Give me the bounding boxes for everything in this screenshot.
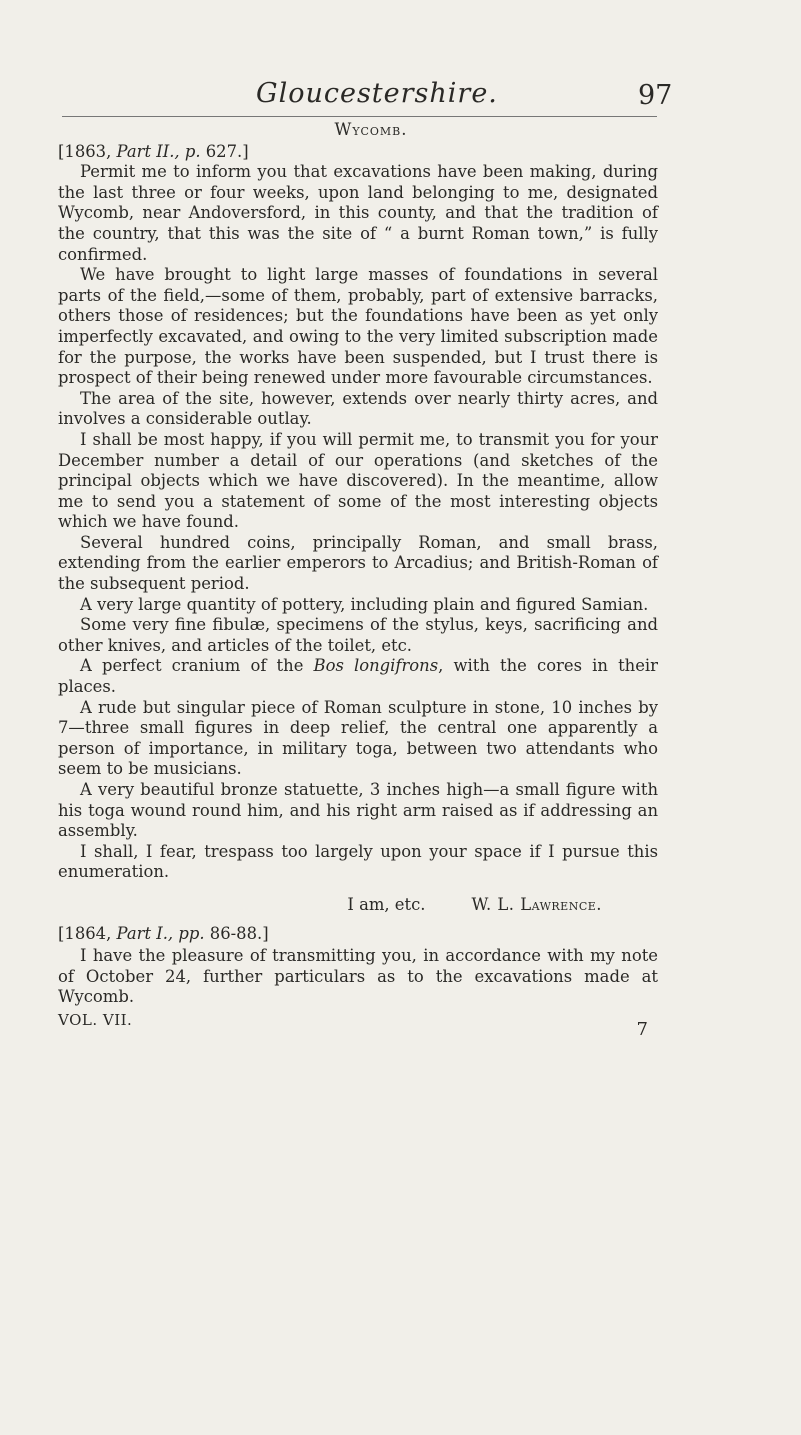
paragraph-6: A very large quantity of pottery, including plain and figured Samian. <box>80 594 649 614</box>
ref2-part: Part I., pp. <box>116 923 205 943</box>
author-name: W. L. Lawrence. <box>471 894 602 914</box>
ref2-year: [1864, <box>58 923 112 943</box>
source-reference <box>58 142 658 163</box>
paragraph-1: Permit me to inform you that excavations have been making, during the last three or four weeks, upon land belonging to me, designated Wycomb, near Andoversford, in this county, and that the tradition of the country, that this was the site of “ a burnt Roman town,” is fully confirmed. <box>58 162 658 264</box>
header-rule <box>62 116 657 117</box>
paragraph-10: A very beautiful bronze statuette, 3 inches high—a small figure with his toga wound round him, and his right arm raised as if addressing an assembly. <box>58 780 658 841</box>
section-heading: Wycomb. <box>334 120 408 139</box>
source-reference-2 <box>58 924 658 945</box>
cranium-after: , with the cores in their places. <box>58 656 658 697</box>
ref-year: [1863, <box>58 141 112 161</box>
running-title: Gloucestershire. <box>256 78 498 109</box>
page-body <box>58 120 658 1041</box>
cranium-before: A perfect cranium of the <box>80 656 314 676</box>
signature-mark: 7 <box>636 1018 648 1040</box>
paragraph-7: Some very fine fibulæ, specimens of the stylus, keys, sacrificing and other knives, and articles of the toilet, etc. <box>58 615 658 655</box>
ref-page: 627.] <box>205 141 249 161</box>
cranium-species: Bos longifrons <box>313 656 439 676</box>
paragraph-cranium <box>58 656 658 697</box>
page-number: 97 <box>638 80 673 111</box>
paragraph-4: I shall be most happy, if you will permit me, to transmit you for your December number a detail of our operations (and sketches of the principal objects which we have discovered). In the meantime, allow me to send you a statement of some of the most interesting objects which we have found. <box>58 429 658 532</box>
signature-line <box>58 895 602 916</box>
paragraph-5: Several hundred coins, principally Roman, and small brass, extending from the earlier emperors to Arcadius; and British-Roman of the subsequent period. <box>58 532 658 594</box>
paragraph-12: I have the pleasure of transmitting you, in accordance with my note of October 24, further particulars as to the excavations made at Wycomb. <box>58 946 658 1007</box>
volume-mark: VOL. VII. <box>58 1010 133 1029</box>
ref-part: Part II., p. <box>116 141 201 161</box>
paragraph-2: We have brought to light large masses of foundations in several parts of the field,—some of them, probably, part of extensive barracks, others those of residences; but the foundations have been as yet only imperfectly excavated, and owing to the very limited subscription made for the purpose, the works have been suspended, but I trust there is prospect of their being renewed under more favourable circumstances. <box>58 265 658 388</box>
paragraph-11: I shall, I fear, trespass too largely upon your space if I pursue this enumeration. <box>58 841 658 882</box>
closing: I am, etc. <box>347 894 426 914</box>
ref2-page: 86-88.] <box>209 923 269 943</box>
paragraph-9: A rude but singular piece of Roman sculpture in stone, 10 inches by 7—three small figures in deep relief, the central one apparently a person of importance, in military toga, between two attendants who seem to be musicians. <box>58 697 658 779</box>
page-footer <box>58 1010 658 1041</box>
paragraph-3: The area of the site, however, extends over nearly thirty acres, and involves a considerable outlay. <box>58 388 658 429</box>
